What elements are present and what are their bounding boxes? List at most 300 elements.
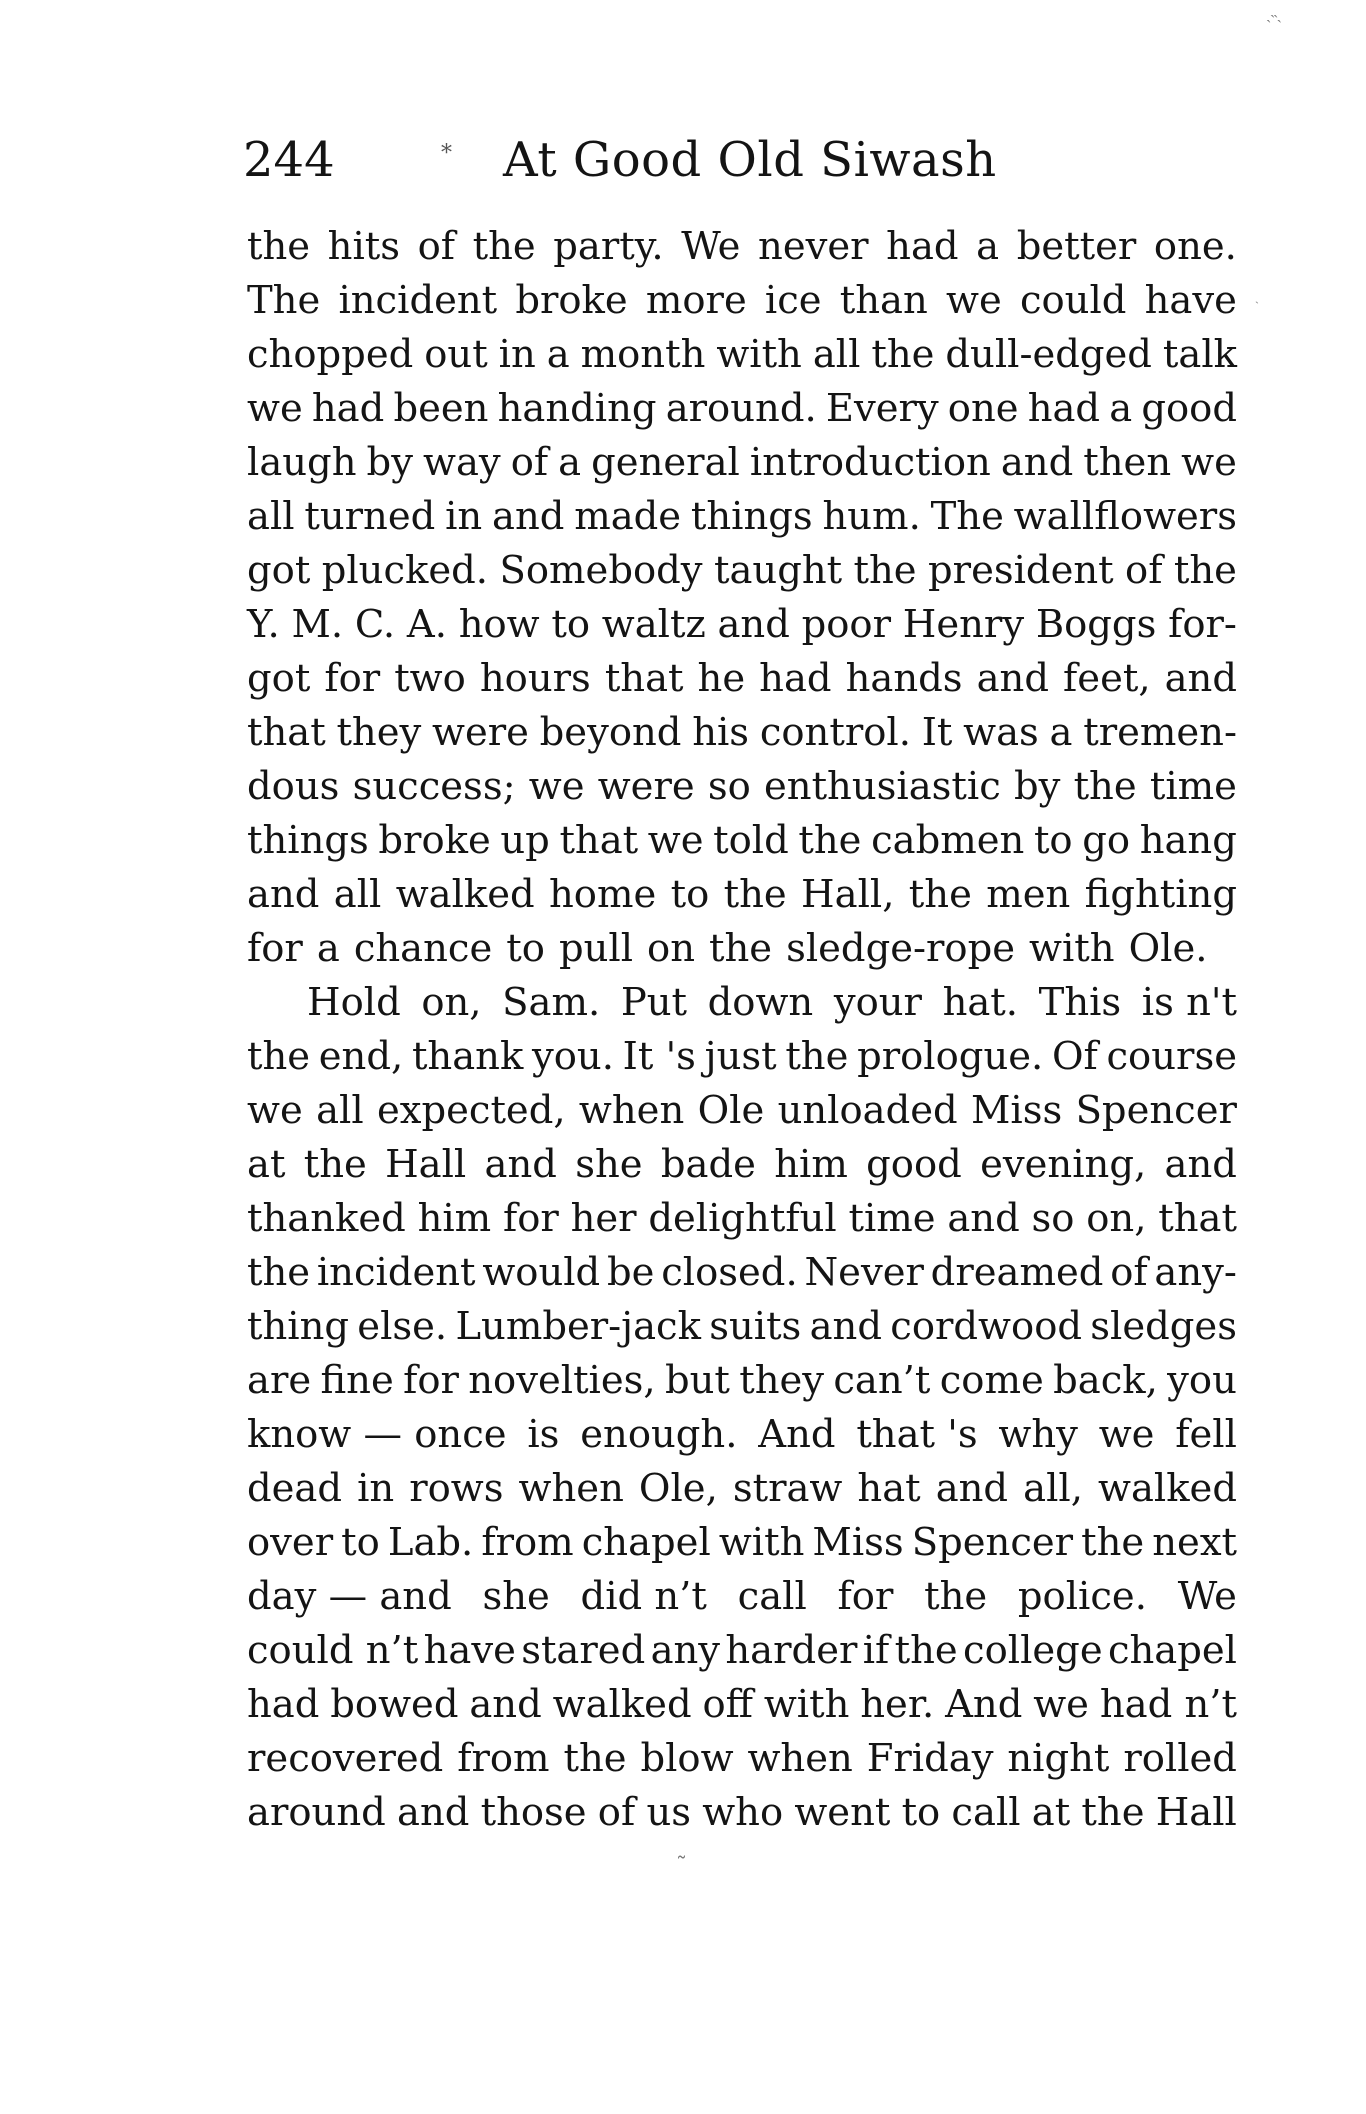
word: with (716, 332, 802, 377)
word: the (1081, 1790, 1145, 1835)
text-line (247, 382, 1237, 436)
word: feet, (1063, 656, 1151, 701)
word: your (833, 980, 922, 1025)
word: one. (1153, 224, 1237, 269)
word: all (316, 1088, 364, 1133)
word: handing (497, 386, 657, 431)
word: a (316, 926, 340, 971)
word: Hall (385, 1142, 467, 1187)
text-line (247, 1300, 1237, 1354)
word: told (713, 818, 789, 863)
word: prologue. (857, 1034, 1044, 1079)
word: more (645, 278, 747, 323)
word: we (247, 386, 303, 431)
word: the (871, 332, 935, 377)
word: enthusiastic (763, 764, 1001, 809)
word: that (604, 656, 684, 701)
word: we (946, 278, 1002, 323)
word: around (247, 1790, 386, 1835)
word: by (1013, 764, 1061, 809)
word: have (423, 1628, 516, 1673)
word: unloaded (777, 1088, 958, 1133)
word: the (785, 1034, 849, 1079)
word: down (707, 980, 814, 1025)
word: delightful (648, 1196, 837, 1241)
word: the (1173, 548, 1237, 593)
word: Hall, (801, 872, 895, 917)
word: a (1109, 386, 1133, 431)
word: It 's (622, 1034, 696, 1079)
word: had n’t (1099, 1682, 1237, 1727)
word: on, (421, 980, 482, 1025)
text-line (247, 1084, 1237, 1138)
word: come (939, 1358, 1044, 1403)
word: call (737, 1574, 807, 1619)
text-line (247, 868, 1237, 922)
word: at (247, 1142, 286, 1187)
word: got (247, 548, 311, 593)
word: is n't (1141, 980, 1237, 1025)
word: that (559, 818, 639, 863)
word: course (1106, 1034, 1237, 1079)
word: got (247, 656, 311, 701)
word: thing (247, 1304, 350, 1349)
word: wallflowers (1013, 494, 1237, 539)
word: never (758, 224, 869, 269)
word: for- (1168, 602, 1237, 647)
word: a (976, 224, 1000, 269)
word: him (417, 1196, 492, 1241)
ink-speck-mark: ˜ (676, 1854, 687, 1879)
word: suits (709, 1304, 802, 1349)
word: blow (640, 1736, 734, 1781)
word: good (866, 1142, 962, 1187)
word: and (1164, 1142, 1237, 1187)
text-line (247, 436, 1237, 490)
word: chapel (581, 1520, 711, 1565)
word: fighting (1084, 872, 1237, 917)
word: and (1164, 656, 1237, 701)
word: next (1152, 1520, 1237, 1565)
word: taught (713, 548, 843, 593)
word: Put (620, 980, 688, 1025)
word: she (482, 1574, 550, 1619)
word: thank (411, 1034, 524, 1079)
word: tremen- (1083, 710, 1237, 755)
word: to (901, 1790, 941, 1835)
word: did n’t (580, 1574, 707, 1619)
word: harder (725, 1628, 858, 1673)
word: Ole (697, 1088, 765, 1133)
word: is (527, 1412, 560, 1457)
text-line (247, 1678, 1237, 1732)
word: Ole. (1128, 926, 1208, 971)
word: sledges (1090, 1304, 1237, 1349)
word: We (681, 224, 741, 269)
text-line (247, 1354, 1237, 1408)
page-number: 244 (243, 132, 335, 188)
word: to (341, 1520, 380, 1565)
word: closed. (661, 1250, 798, 1295)
word: and (976, 656, 1049, 701)
word: than (839, 278, 928, 323)
word: to (506, 926, 545, 971)
word: on, (1086, 1196, 1147, 1241)
word: Y. (247, 602, 280, 647)
word: in (445, 494, 483, 539)
word: when (578, 1088, 685, 1133)
text-line (247, 922, 1237, 976)
word: of (1125, 548, 1163, 593)
word: rolled (1123, 1736, 1237, 1781)
word: you. (532, 1034, 614, 1079)
asterisk-mark: * (441, 141, 452, 166)
word: chance (353, 926, 493, 971)
word: all (812, 332, 861, 377)
word: Never (804, 1250, 924, 1295)
word: for (324, 656, 381, 701)
word: the (1073, 764, 1137, 809)
word: the (924, 1574, 988, 1619)
word: C. (354, 602, 396, 647)
word: We (1177, 1574, 1237, 1619)
word: Ole, (638, 1466, 718, 1511)
word: fine (320, 1358, 394, 1403)
word: all, (1023, 1466, 1083, 1511)
word: would (482, 1250, 601, 1295)
word: laugh (247, 440, 357, 485)
word: Somebody (499, 548, 703, 593)
word: back, (1053, 1358, 1158, 1403)
word: dead (247, 1466, 343, 1511)
word: they (739, 1358, 825, 1403)
word: in (498, 332, 536, 377)
word: over (247, 1520, 334, 1565)
word: had (311, 386, 385, 431)
word: This (1038, 980, 1122, 1025)
word: could n’t (247, 1628, 419, 1673)
word: we (647, 818, 704, 863)
text-line (247, 1624, 1237, 1678)
word: with (718, 1520, 805, 1565)
text-line (247, 1516, 1237, 1570)
word: and (1000, 440, 1074, 485)
word: dous (247, 764, 340, 809)
word: and (469, 1682, 542, 1727)
word: Henry (902, 602, 1025, 647)
word: things (690, 494, 813, 539)
word: his (692, 710, 750, 755)
word: hat (857, 1466, 921, 1511)
ink-speck-mark: ˎ˵ˏ (1266, 4, 1282, 23)
word: when (518, 1466, 624, 1511)
word: Friday (866, 1736, 994, 1781)
word: and (396, 1790, 470, 1835)
word: Hall (1155, 1790, 1237, 1835)
text-line (247, 706, 1237, 760)
word: who (702, 1790, 784, 1835)
word: that (1158, 1196, 1237, 1241)
word: to (551, 602, 591, 647)
word: talk (1162, 332, 1237, 377)
word: he (697, 656, 746, 701)
word: Miss (812, 1520, 904, 1565)
word: success; (352, 764, 516, 809)
word: that (247, 710, 326, 755)
word: The (930, 494, 1004, 539)
word: the (723, 872, 787, 917)
word: be (606, 1250, 655, 1295)
text-line (247, 1192, 1237, 1246)
word: you (1167, 1358, 1237, 1403)
word: just (704, 1034, 777, 1079)
word: hours (479, 656, 591, 701)
word: chapel (1107, 1628, 1237, 1673)
word: hits (327, 224, 400, 269)
word: if (862, 1628, 890, 1673)
text-line (247, 1570, 1237, 1624)
word: to (670, 872, 710, 917)
word: of (1110, 1250, 1148, 1295)
word: chopped (247, 332, 414, 377)
word: from (481, 1520, 574, 1565)
word: any- (1154, 1250, 1237, 1295)
word: Spencer (1075, 1088, 1237, 1133)
word: And (758, 1412, 836, 1457)
word: poor (801, 602, 892, 647)
word: but (664, 1358, 730, 1403)
word: and (247, 872, 320, 917)
word: she (575, 1142, 643, 1187)
word: for (403, 1358, 459, 1403)
ink-speck-mark: ˎ (1255, 290, 1259, 304)
word: all (333, 872, 382, 917)
word: go (1082, 818, 1131, 863)
word: pull (558, 926, 634, 971)
word: bowed (330, 1682, 459, 1727)
word: broke (515, 278, 628, 323)
word: hat. (942, 980, 1019, 1025)
word: the (894, 1628, 958, 1673)
word: that 's (856, 1412, 978, 1457)
word: novelties, (468, 1358, 656, 1403)
word: A. (406, 602, 447, 647)
word: Miss (971, 1088, 1063, 1133)
word: else. (357, 1304, 448, 1349)
word: went (794, 1790, 891, 1835)
word: Hold (307, 980, 401, 1025)
word: evening, (980, 1142, 1147, 1187)
word: was (963, 710, 1039, 755)
word: with (1029, 926, 1115, 971)
word: Lumber-jack (455, 1304, 701, 1349)
word: straw (732, 1466, 843, 1511)
paragraph (247, 976, 1237, 1840)
word: her. (860, 1682, 935, 1727)
word: hang (1139, 818, 1237, 863)
word: It (921, 710, 953, 755)
text-line (247, 1138, 1237, 1192)
word: they (336, 710, 422, 755)
text-line (247, 1462, 1237, 1516)
word: cabmen (871, 818, 1025, 863)
word: cordwood (890, 1304, 1083, 1349)
text-line (247, 1246, 1237, 1300)
word: we (1181, 440, 1237, 485)
word: for (502, 1196, 559, 1241)
word: why (998, 1412, 1078, 1457)
word: stared (521, 1628, 646, 1673)
word: home (549, 872, 657, 917)
word: we (1098, 1412, 1155, 1457)
word: had (886, 224, 959, 269)
word: and (935, 1466, 1009, 1511)
word: had (1027, 386, 1101, 431)
word: the (563, 1736, 627, 1781)
word: better (1016, 224, 1137, 269)
word: we (528, 764, 585, 809)
word: for (247, 926, 303, 971)
word: any (650, 1628, 721, 1673)
word: had (247, 1682, 320, 1727)
text-line (247, 1408, 1237, 1462)
word: Spencer (911, 1520, 1074, 1565)
word: on (647, 926, 695, 971)
word: end, (318, 1034, 404, 1079)
word: month (580, 332, 706, 377)
word: introduction (749, 440, 991, 485)
word: the (472, 224, 536, 269)
word: rows (409, 1466, 504, 1511)
word: night (1007, 1736, 1110, 1781)
word: and (717, 602, 790, 647)
word: hands (845, 656, 963, 701)
word: all (247, 494, 295, 539)
word: police. (1017, 1574, 1147, 1619)
word: recovered (247, 1736, 444, 1781)
word: could (1019, 278, 1127, 323)
word: the (247, 1034, 311, 1079)
word: for (837, 1574, 894, 1619)
word: then (1083, 440, 1172, 485)
word: have (1144, 278, 1237, 323)
word: in (357, 1466, 395, 1511)
word: off (702, 1682, 753, 1727)
word: the (908, 872, 972, 917)
text-line (247, 220, 1237, 274)
word: incident (316, 1250, 476, 1295)
text-line (247, 1786, 1237, 1840)
word: the (247, 224, 311, 269)
word: incident (338, 278, 498, 323)
word: walked (552, 1682, 692, 1727)
word: control. (759, 710, 911, 755)
word: the (303, 1142, 367, 1187)
word: her (570, 1196, 637, 1241)
word: time (1149, 764, 1237, 809)
word: The (247, 278, 321, 323)
word: sledge-rope (786, 926, 1016, 971)
word: one (947, 386, 1019, 431)
word: beyond (539, 710, 682, 755)
word: of (510, 440, 549, 485)
text-line (247, 652, 1237, 706)
word: Boggs (1035, 602, 1157, 647)
word: know — once (247, 1412, 507, 1457)
word: Of (1051, 1034, 1098, 1079)
word: to (1033, 818, 1073, 863)
word: how (458, 602, 540, 647)
word: him (774, 1142, 848, 1187)
text-line (247, 274, 1237, 328)
text-line (247, 598, 1237, 652)
word: from (457, 1736, 550, 1781)
word: president (928, 548, 1114, 593)
word: and (947, 1196, 1020, 1241)
word: out (424, 332, 488, 377)
word: dull-edged (945, 332, 1152, 377)
word: so (1031, 1196, 1075, 1241)
word: plucked. (321, 548, 489, 593)
word: men (986, 872, 1071, 917)
word: the (798, 818, 862, 863)
word: the (853, 548, 917, 593)
word: of (417, 224, 456, 269)
word: and (492, 494, 565, 539)
word: we (1033, 1682, 1089, 1727)
word: up (500, 818, 550, 863)
word: broke (378, 818, 491, 863)
word: had (759, 656, 832, 701)
word: college (963, 1628, 1103, 1673)
word: are (247, 1358, 312, 1403)
word: and (484, 1142, 557, 1187)
word: Sam. (502, 980, 601, 1025)
word: waltz (601, 602, 706, 647)
word: a (546, 332, 570, 377)
word: those (480, 1790, 587, 1835)
word: time (848, 1196, 936, 1241)
word: were (431, 710, 529, 755)
paragraph (247, 220, 1237, 976)
word: when (747, 1736, 853, 1781)
word: party. (553, 224, 664, 269)
word: can’t (833, 1358, 931, 1403)
text-line (247, 976, 1237, 1030)
text-line (247, 328, 1237, 382)
word: expected, (376, 1088, 566, 1133)
word: the (709, 926, 773, 971)
word: a (558, 440, 582, 485)
word: dreamed (930, 1250, 1104, 1295)
word: day — and (247, 1574, 452, 1619)
word: us (646, 1790, 691, 1835)
word: at (1031, 1790, 1071, 1835)
running-title: At Good Old Siwash (503, 132, 997, 188)
word: M. (291, 602, 344, 647)
word: the (247, 1250, 311, 1295)
word: with (763, 1682, 850, 1727)
word: turned (304, 494, 436, 539)
word: way (422, 440, 501, 485)
page-header (243, 130, 1243, 190)
word: things (247, 818, 369, 863)
word: good (1141, 386, 1237, 431)
word: ice (764, 278, 822, 323)
word: walked (1097, 1466, 1237, 1511)
word: general (591, 440, 740, 485)
word: the (1081, 1520, 1145, 1565)
